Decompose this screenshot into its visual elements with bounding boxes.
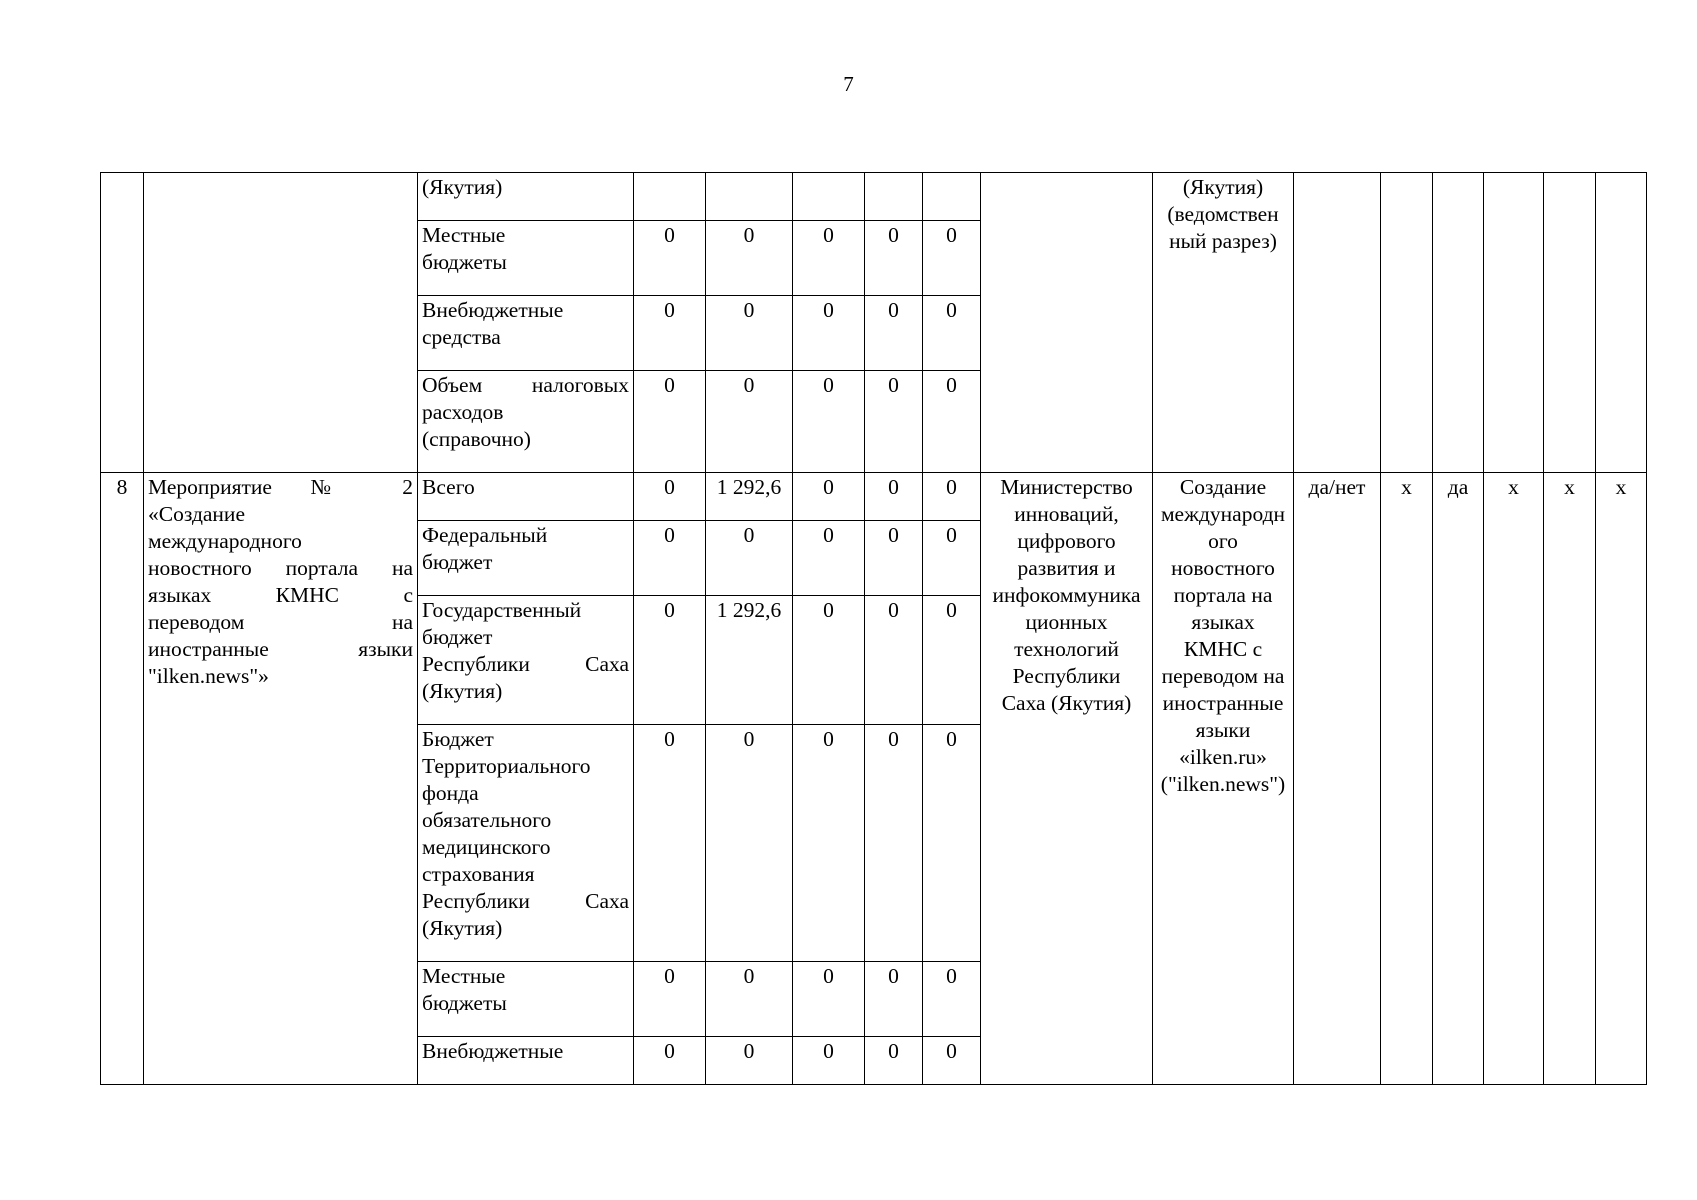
value-cell: 0 — [923, 725, 981, 962]
table-row — [101, 473, 1647, 521]
result-line: (Якутия) — [1182, 175, 1264, 199]
source-line: Государственный — [422, 598, 582, 622]
value-cell: 0 — [793, 1037, 865, 1085]
value-cell: 0 — [865, 473, 923, 521]
source-line: Территориального — [422, 754, 591, 778]
value-cell: 0 — [706, 521, 793, 596]
result-line: портала на — [1173, 583, 1273, 607]
result-line: Создание — [1179, 475, 1267, 499]
source-cell — [418, 296, 634, 371]
value-cell: 0 — [793, 725, 865, 962]
value-cell: 0 — [923, 1037, 981, 1085]
source-line: бюджеты — [422, 250, 507, 274]
source-line: Республики Саха — [422, 889, 629, 913]
result-line: «ilken.ru» — [1179, 745, 1267, 769]
source-line: обязательного — [422, 808, 552, 832]
page-number: 7 — [843, 72, 854, 96]
value-cell: 0 — [793, 596, 865, 725]
source-line: бюджет — [422, 625, 493, 649]
indicator-type-cell: да/нет — [1294, 473, 1381, 1085]
measure-name-line: новостного портала на — [148, 556, 413, 580]
value-cell — [793, 173, 865, 221]
result-line: ("ilken.news") — [1160, 772, 1286, 796]
source-line: Местные — [422, 964, 506, 988]
source-line: (Якутия) — [422, 679, 503, 703]
source-line: расходов — [422, 400, 504, 424]
source-cell — [418, 1037, 634, 1085]
measure-name-line: языках КМНС с — [148, 583, 413, 607]
mark-cell: х — [1544, 473, 1596, 1085]
value-cell: 0 — [865, 725, 923, 962]
result-line: международн — [1160, 502, 1286, 526]
value-cell: 0 — [634, 596, 706, 725]
source-line: страхования — [422, 862, 535, 886]
result-line: языки — [1195, 718, 1251, 742]
executor-line: Министерство — [1000, 475, 1133, 499]
value-cell: 0 — [706, 962, 793, 1037]
cont-mark-cell — [1484, 173, 1544, 473]
value-cell — [706, 173, 793, 221]
executor-line: цифрового — [1017, 529, 1116, 553]
source-line: медицинского — [422, 835, 551, 859]
source-line: Бюджет — [422, 727, 494, 751]
value-cell: 0 — [865, 596, 923, 725]
value-cell: 0 — [706, 725, 793, 962]
result-line: (ведомствен — [1167, 202, 1279, 226]
measure-name-line: международного — [148, 529, 302, 553]
value-cell: 0 — [865, 371, 923, 473]
source-line: Всего — [422, 475, 475, 499]
row-number-cell: 8 — [101, 473, 144, 1085]
source-cell — [418, 173, 634, 221]
source-line: (справочно) — [422, 427, 531, 451]
value-cell: 1 292,6 — [706, 473, 793, 521]
cont-name-cell — [144, 173, 418, 473]
value-cell: 0 — [923, 596, 981, 725]
mark-cell: х — [1484, 473, 1544, 1085]
measure-name-line: «Создание — [148, 502, 245, 526]
source-line: бюджет — [422, 550, 493, 574]
executor-line: инноваций, — [1014, 502, 1119, 526]
budget-table — [100, 172, 1647, 1085]
mark-cell: х — [1381, 473, 1433, 1085]
result-line: новостного — [1171, 556, 1275, 580]
value-cell: 0 — [923, 962, 981, 1037]
source-cell — [418, 725, 634, 962]
executor-line: развития и — [1017, 556, 1116, 580]
source-cell — [418, 221, 634, 296]
source-line: (Якутия) — [422, 916, 503, 940]
value-cell: 0 — [706, 371, 793, 473]
mark-cell: х — [1596, 473, 1647, 1085]
source-line: Федеральный — [422, 523, 548, 547]
source-line: Внебюджетные — [422, 298, 564, 322]
value-cell: 0 — [793, 296, 865, 371]
value-cell: 0 — [923, 371, 981, 473]
measure-name-cell — [144, 473, 418, 1085]
result-line: ный разрез) — [1169, 229, 1277, 253]
executor-line: инфокоммуника — [992, 583, 1141, 607]
value-cell: 0 — [706, 1037, 793, 1085]
value-cell: 0 — [865, 962, 923, 1037]
value-cell: 1 292,6 — [706, 596, 793, 725]
executor-cell — [981, 473, 1153, 1085]
value-cell: 0 — [634, 1037, 706, 1085]
value-cell: 0 — [634, 371, 706, 473]
value-cell: 0 — [923, 521, 981, 596]
value-cell: 0 — [706, 296, 793, 371]
result-line: иностранные — [1162, 691, 1284, 715]
value-cell: 0 — [634, 521, 706, 596]
cont-number-cell — [101, 173, 144, 473]
value-cell: 0 — [706, 221, 793, 296]
source-line: (Якутия) — [422, 175, 503, 199]
mark-cell: да — [1433, 473, 1484, 1085]
executor-line: Республики — [1012, 664, 1121, 688]
value-cell — [865, 173, 923, 221]
source-line: Республики Саха — [422, 652, 629, 676]
cont-mark-cell — [1433, 173, 1484, 473]
value-cell: 0 — [793, 221, 865, 296]
source-cell — [418, 371, 634, 473]
value-cell: 0 — [865, 296, 923, 371]
result-line: ого — [1208, 529, 1238, 553]
value-cell: 0 — [923, 221, 981, 296]
source-line: Объем налоговых — [422, 373, 629, 397]
source-cell — [418, 962, 634, 1037]
executor-line: Саха (Якутия) — [1001, 691, 1132, 715]
value-cell: 0 — [793, 473, 865, 521]
measure-name-line: Мероприятие № 2 — [148, 475, 413, 499]
cont-mark-cell — [1596, 173, 1647, 473]
value-cell: 0 — [634, 473, 706, 521]
result-line: языках — [1191, 610, 1255, 634]
value-cell: 0 — [793, 962, 865, 1037]
value-cell: 0 — [865, 221, 923, 296]
cont-result-cell — [1153, 173, 1294, 473]
result-line: КМНС с — [1183, 637, 1263, 661]
value-cell: 0 — [634, 725, 706, 962]
source-line: бюджеты — [422, 991, 507, 1015]
cont-mark-cell — [1381, 173, 1433, 473]
value-cell: 0 — [923, 473, 981, 521]
source-cell — [418, 521, 634, 596]
value-cell: 0 — [865, 521, 923, 596]
measure-name-line: "ilken.news"» — [148, 664, 269, 688]
source-line: средства — [422, 325, 501, 349]
value-cell: 0 — [634, 962, 706, 1037]
measure-name-line: переводом на — [148, 610, 413, 634]
cont-indicator-cell — [1294, 173, 1381, 473]
executor-line: ционных — [1025, 610, 1108, 634]
source-line: Местные — [422, 223, 506, 247]
table-row — [101, 173, 1647, 221]
value-cell: 0 — [865, 1037, 923, 1085]
value-cell: 0 — [923, 296, 981, 371]
cont-executor-cell — [981, 173, 1153, 473]
value-cell: 0 — [634, 221, 706, 296]
source-line: Внебюджетные — [422, 1039, 564, 1063]
result-cell — [1153, 473, 1294, 1085]
value-cell — [634, 173, 706, 221]
source-cell — [418, 473, 634, 521]
result-line: переводом на — [1161, 664, 1285, 688]
cont-mark-cell — [1544, 173, 1596, 473]
value-cell — [923, 173, 981, 221]
value-cell: 0 — [634, 296, 706, 371]
executor-line: технологий — [1014, 637, 1119, 661]
value-cell: 0 — [793, 371, 865, 473]
measure-name-line: иностранные языки — [148, 637, 413, 661]
source-line: фонда — [422, 781, 479, 805]
value-cell: 0 — [793, 521, 865, 596]
source-cell — [418, 596, 634, 725]
